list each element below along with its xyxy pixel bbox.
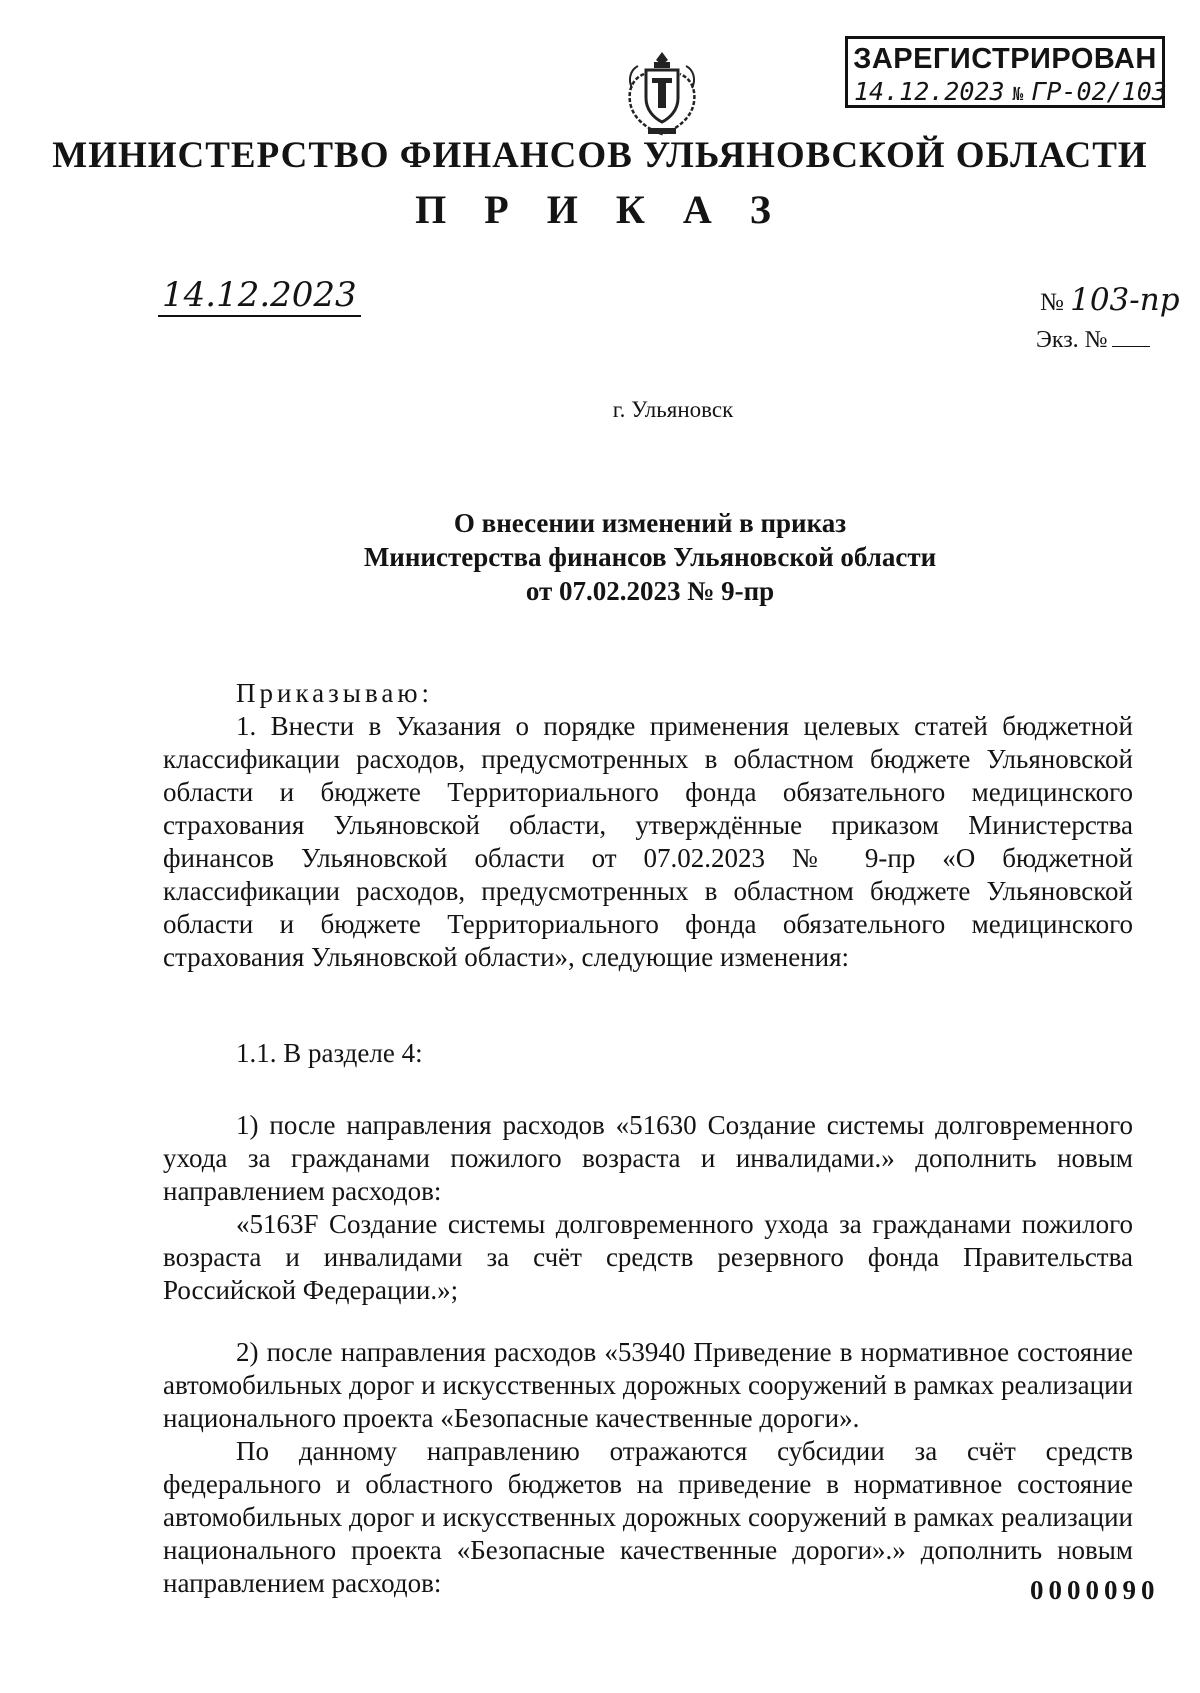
subitem-1-block xyxy=(163,1109,1133,1307)
order-body-part-1 xyxy=(163,677,1133,974)
copy-label: Экз. № xyxy=(1036,327,1108,353)
number-label: № xyxy=(1040,289,1064,316)
stamp-registration-line xyxy=(854,77,1167,106)
order-word: Приказываю: xyxy=(236,678,433,708)
subject-line-3: от 07.02.2023 № 9-пр xyxy=(525,576,775,606)
subject-line-1: О внесении изменений в приказ xyxy=(453,508,847,538)
registration-stamp xyxy=(845,36,1165,108)
stamp-reg-number: ГР-02/103 xyxy=(1031,77,1167,106)
handwritten-number: 103-пр xyxy=(1070,282,1180,318)
subject-line-2: Министерства финансов Ульяновской области xyxy=(363,542,937,572)
stamp-no-label: № xyxy=(1012,84,1024,105)
subject-heading xyxy=(300,506,1000,608)
item-1: 1. Внести в Указания о порядке применения целевых статей бюджетной классификации расходов, предусмотренных в областном бюджете Ульяновской области и бюджете Территориального фонда обязательного медицинского страхования Ульяновской области, утверждённые приказом Министерства финансов Ульяновской области от 07.02.2023 № 9-пр «О бюджетной классификации расходов, предусмотренных в областном бюджете Ульяновской области и бюджете Территориального фонда обязательного медицинского страхования Ульяновской области», следующие изменения: xyxy=(163,711,1133,972)
subitem-1: 1) после направления расходов «51630 Создание системы долговременного ухода за гражданами пожилого возраста и инвалидами.» дополнить новым направлением расходов: xyxy=(163,1110,1133,1206)
ministry-heading: МИНИСТЕРСТВО ФИНАНСОВ УЛЬЯНОВСКОЙ ОБЛАСТИ xyxy=(52,135,1148,176)
order-number xyxy=(1040,282,1180,318)
section-heading: 1.1. В разделе 4: xyxy=(236,1038,423,1068)
stamp-title: ЗАРЕГИСТРИРОВАН xyxy=(853,43,1157,75)
coat-of-arms-icon xyxy=(618,48,706,140)
subitem-2: 2) после направления расходов «53940 Приведение в нормативное состояние автомобильных дорог и искусственных дорожных сооружений в рамках реализации национального проекта «Безопасные качественные дороги». xyxy=(163,1337,1133,1433)
document-type: П Р И К А З xyxy=(415,187,785,232)
document-code: 0000090 xyxy=(1030,1575,1160,1605)
stamp-date: 14.12.2023 xyxy=(854,77,1005,106)
subitem-2-continuation: По данному направлению отражаются субсидии за счёт средств федерального и областного бюджетов на приведение в нормативное состояние автомобильных дорог и искусственных дорожных сооружений в рамках реализации национального проекта «Безопасные качественные дороги».» дополнить новым направлением расходов: xyxy=(163,1436,1133,1598)
city: г. Ульяновск xyxy=(612,397,734,422)
copy-number xyxy=(1036,327,1150,354)
subitem-2-block xyxy=(163,1336,1133,1600)
section-heading-block xyxy=(163,1037,1133,1070)
stamp-underline xyxy=(858,105,1152,107)
copy-number-blank xyxy=(1112,346,1150,347)
subitem-1-quote: «5163F Создание системы долговременного ухода за гражданами пожилого возраста и инвалидами за счёт средств резервного фонда Правительства Российской Федерации.»; xyxy=(163,1209,1133,1305)
handwritten-date: 14.12.2023 xyxy=(158,275,361,317)
